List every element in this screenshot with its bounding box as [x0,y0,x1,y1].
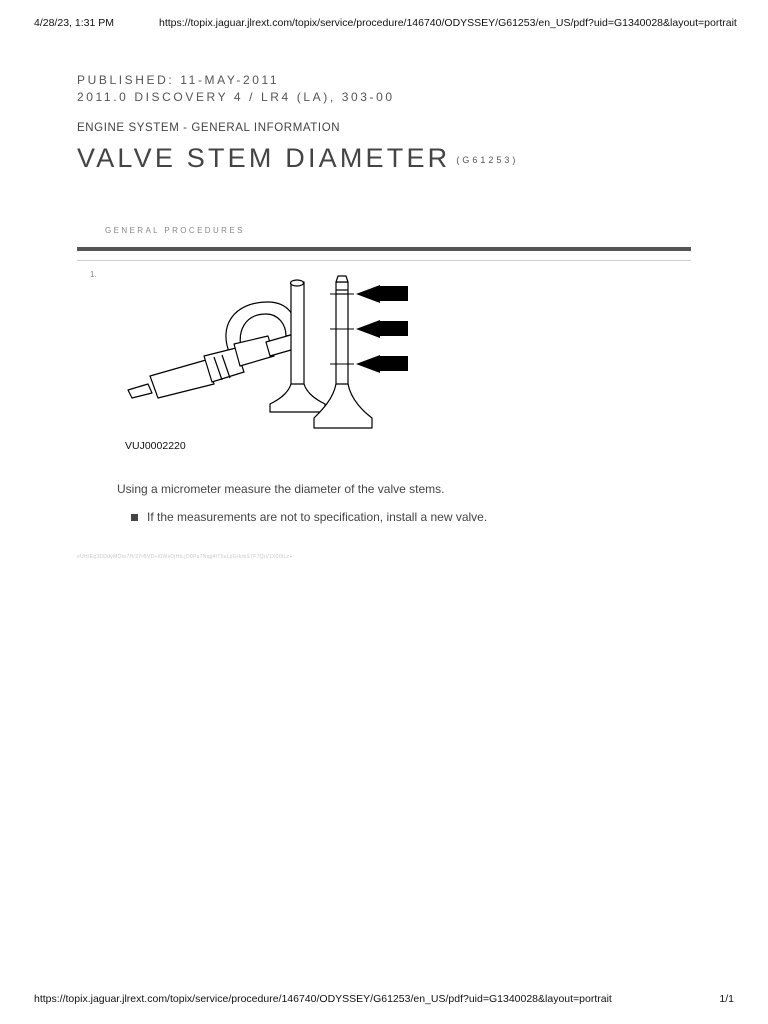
micrometer-valve-illustration [118,272,418,434]
divider-thick [77,247,691,251]
step-instruction: Using a micrometer measure the diameter of the valve stems. [117,482,445,496]
bullet-text: If the measurements are not to specification, install a new valve. [147,510,488,524]
vehicle-model: 2011.0 DISCOVERY 4 / LR4 (LA), 303-00 [77,90,395,104]
document-id-string: eUH/Eg3DDuyMOIo7H/27rBVD+t0WsDjHtLjO0Pu7Nqg4lT5uLjlG/krbS7F7Qrl/1X0/9Lz+ [77,554,293,560]
figure-caption: VUJ0002220 [125,440,186,452]
list-item [131,510,487,524]
page-number: 1/1 [719,993,734,1005]
page-title [77,143,518,174]
system-heading: ENGINE SYSTEM - GENERAL INFORMATION [77,122,341,134]
title-code: (G61253) [456,154,519,165]
step-number: 1. [90,270,97,279]
document-meta [77,72,395,106]
section-label: GENERAL PROCEDURES [105,226,245,235]
published-date: PUBLISHED: 11-MAY-2011 [77,73,280,87]
print-url: https://topix.jaguar.jlrext.com/topix/service/procedure/146740/ODYSSEY/G61253/en_US/pdf?uid=G1340028&layout=portrait [159,17,737,29]
print-datetime: 4/28/23, 1:31 PM [34,17,114,29]
print-footer [34,993,734,1005]
title-text: VALVE STEM DIAMETER [77,143,451,173]
square-bullet-icon [131,514,138,521]
divider-thin [77,260,691,261]
footer-url: https://topix.jaguar.jlrext.com/topix/service/procedure/146740/ODYSSEY/G61253/en_US/pdf?uid=G1340028&layout=portrait [34,993,612,1005]
